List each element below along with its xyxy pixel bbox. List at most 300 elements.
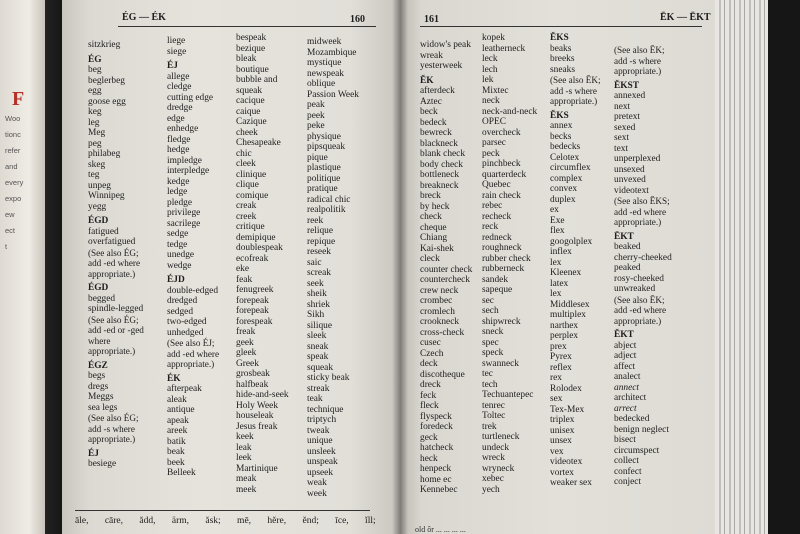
text-fragment: and [5, 162, 18, 171]
rhyme-word: forepeak [236, 306, 269, 316]
rhyme-word: grosbeak [236, 369, 270, 379]
rhyme-section-heading: ÉGZ [88, 360, 108, 371]
rhyme-word: sea legs [88, 402, 118, 413]
rhyme-word: bisect [614, 435, 636, 445]
rhyme-word: kedge [167, 176, 190, 187]
text-fragment: every [5, 178, 24, 187]
rhyme-word: screak [307, 268, 331, 278]
rhyme-word: forepeak [236, 295, 269, 306]
rhyme-word: analect [614, 372, 641, 382]
rhyme-word: sech [482, 306, 499, 316]
rhyme-word: OPEC [482, 117, 506, 127]
rhyme-word: antique [167, 405, 195, 415]
rhyme-word: chic [236, 148, 252, 159]
rhyme-word: leak [236, 442, 252, 453]
rhyme-word: videotex [550, 457, 583, 467]
cross-reference-note: appropriate.) [614, 315, 662, 326]
rhyme-word: complex [550, 173, 583, 184]
rhyme-word: bubble and [236, 75, 278, 85]
rhyme-word: blackneck [420, 138, 458, 149]
rhyme-word: pretext [614, 112, 641, 122]
header-rule-right [420, 26, 702, 27]
rhyme-word: Jesus freak [236, 421, 278, 432]
rhyme-word: unpeg [88, 180, 111, 191]
rhyme-word: breakneck [420, 180, 459, 191]
rhyme-word: reflex [550, 362, 572, 373]
rhyme-column-right-4 [614, 45, 672, 488]
rhyme-column-left-3 [236, 33, 289, 495]
rhyme-word: freak [236, 327, 256, 337]
rhyme-word: Mixtec [482, 85, 509, 96]
rhyme-word: doublespeak [236, 243, 283, 253]
rhyme-section-heading: ĔKS [550, 33, 569, 43]
rhyme-word: ledge [167, 187, 188, 197]
rhyme-word: breeks [550, 54, 575, 64]
rhyme-word: weak [307, 478, 327, 488]
rhyme-word: adject [614, 351, 637, 361]
pronunciation-key-right: old ôr ... ... ... ... [415, 525, 466, 534]
rhyme-word: trek [482, 421, 497, 432]
rhyme-word: quarterdeck [482, 169, 527, 180]
rhyme-word: Kai-shek [420, 243, 454, 254]
rhyme-word: skeg [88, 159, 106, 170]
rhyme-word: silique [307, 320, 332, 331]
rhyme-word: creek [236, 211, 257, 222]
rhyme-word: comique [236, 190, 269, 201]
rhyme-word: enhedge [167, 124, 199, 134]
rhyme-word: spec [482, 337, 499, 348]
rhyme-word: Czech [420, 348, 444, 359]
rhyme-word: unspeak [307, 457, 338, 467]
rhyme-word: circumflex [550, 163, 591, 173]
rhyme-word: beaked [614, 242, 641, 252]
rhyme-section-heading: ÉGD [88, 216, 109, 226]
rhyme-word: flex [550, 226, 565, 236]
rhyme-word: benign neglect [614, 424, 669, 435]
rhyme-word: bezique [236, 43, 266, 54]
rhyme-section-heading: ÉG [88, 54, 102, 65]
rhyme-word: kopek [482, 33, 505, 43]
cross-reference-note: add -ed where [614, 305, 667, 315]
rhyme-word: sneaks [550, 64, 575, 75]
rhyme-word: cacique [236, 96, 265, 106]
rhyme-word: Pyrex [550, 352, 572, 362]
rhyme-word: fledge [167, 134, 191, 145]
cross-reference-note: appropriate.) [88, 346, 136, 356]
rhyme-word: yegg [88, 201, 107, 212]
rhyme-word: discotheque [420, 369, 465, 380]
rhyme-word: keg [88, 107, 102, 117]
rhyme-section-heading: ĒKT [614, 231, 634, 242]
header-rule-left [118, 26, 376, 27]
rhyme-word: Cazique [236, 117, 267, 127]
rhyme-word: Tex-Mex [550, 404, 585, 415]
rhyme-word: cherry-cheeked [614, 252, 672, 263]
rhyme-word: beak [167, 447, 185, 457]
rhyme-word: undeck [482, 442, 510, 453]
rhyme-word: Meg [88, 128, 106, 138]
rhyme-word: goose egg [88, 96, 126, 107]
rhyme-word: Meggs [88, 392, 114, 402]
page-number-right: 161 [424, 14, 439, 25]
rhyme-word: saic [307, 257, 322, 268]
rhyme-column-right-1 [420, 40, 472, 496]
rhyme-section-heading: ĔKST [614, 80, 640, 91]
rhyme-word: widow's peak [420, 40, 471, 50]
rhyme-word: cheque [420, 222, 447, 233]
rhyme-word: meak [236, 474, 257, 484]
rhyme-word: sexed [614, 122, 636, 133]
rhyme-word: creak [236, 201, 257, 211]
rhyme-word: sticky beak [307, 373, 350, 383]
cross-reference-note: (See also ĒK; [550, 75, 601, 85]
rhyme-word: newspeak [307, 68, 344, 79]
rhyme-word: unsex [550, 436, 572, 446]
rhyme-word: week [307, 488, 327, 499]
rhyme-word: sneak [307, 341, 329, 352]
rhyme-word: overfatigued [88, 237, 136, 247]
rhyme-section-heading: ÉGD [88, 283, 109, 293]
rhyme-word: prex [550, 341, 567, 352]
rhyme-section-heading: ĔKS [550, 110, 569, 121]
rhyme-word: cleek [236, 159, 256, 169]
rhyme-word: beek [167, 457, 185, 468]
rhyme-word: peak [307, 100, 325, 110]
rhyme-word: apeak [167, 415, 189, 426]
rhyme-word: vortex [550, 467, 574, 478]
rhyme-word: politique [307, 173, 341, 184]
rhyme-word: spindle-legged [88, 304, 144, 314]
rhyme-word: convex [550, 184, 578, 194]
rhyme-word: breck [420, 191, 441, 201]
text-fragment: ect [5, 226, 16, 235]
rhyme-word: swanneck [482, 358, 519, 369]
rhyme-word: abject [614, 340, 637, 351]
rhyme-word: overcheck [482, 127, 521, 138]
rhyme-word: Sikh [307, 310, 325, 320]
rhyme-word: videotext [614, 185, 649, 196]
rhyme-word: dredge [167, 103, 193, 113]
rhyme-word: bleak [236, 54, 257, 64]
rhyme-word: oblique [307, 79, 336, 89]
rhyme-word: rain check [482, 190, 521, 201]
rhyme-word: yesterweek [420, 61, 463, 71]
rhyme-word: annect [614, 382, 639, 393]
rhyme-word: liege [167, 36, 186, 46]
rhyme-word: eke [236, 264, 250, 274]
rhyme-word: reek [307, 215, 324, 226]
rhyme-word: next [614, 101, 631, 112]
rhyme-word: rebec [482, 201, 503, 211]
rhyme-word: afterdeck [420, 86, 455, 96]
rhyme-word: sheik [307, 289, 327, 299]
rhyme-word: sleek [307, 331, 327, 341]
rhyme-word: geek [236, 337, 254, 348]
rhyme-word: meek [236, 484, 257, 495]
rhyme-word: unperplexed [614, 154, 661, 164]
rhyme-word: Mozambique [307, 47, 357, 58]
rhyme-word: mystique [307, 58, 342, 68]
rhyme-word: lex [550, 257, 562, 268]
rhyme-section-heading: ÉJ [167, 61, 178, 71]
rhyme-word: tenrec [482, 400, 505, 411]
rhyme-word: Rolodex [550, 383, 582, 394]
rhyme-column-right-2 [482, 33, 537, 495]
adjacent-book-page [0, 0, 45, 534]
rhyme-word: radical chic [307, 194, 351, 205]
rhyme-word: squeak [236, 85, 263, 96]
rhyme-word: fenugreek [236, 285, 274, 295]
rhyme-word: Kennebec [420, 485, 458, 495]
rhyme-column-right-3 [550, 33, 601, 489]
rhyme-word: dregs [88, 381, 109, 392]
rhyme-word: yech [482, 484, 500, 495]
rhyme-word: text [614, 143, 629, 154]
rhyme-word: speak [307, 352, 329, 362]
page-number-left: 160 [350, 14, 365, 25]
rhyme-word: deck [420, 359, 438, 369]
rhyme-word: impledge [167, 155, 202, 166]
rhyme-word: dredged [167, 296, 198, 306]
rhyme-word: seek [307, 278, 324, 289]
rhyme-word: neck [482, 96, 500, 106]
running-head-left: ÉG — ÉK [122, 12, 166, 23]
rhyme-word: leek [236, 453, 252, 463]
rhyme-word: teg [88, 170, 100, 180]
cross-reference-note: add -ed where [167, 348, 220, 359]
rhyme-word: plastique [307, 163, 341, 173]
rhyme-word: confect [614, 466, 642, 477]
rhyme-word: bewreck [420, 128, 452, 138]
rhyme-word: sext [614, 133, 630, 143]
rhyme-column-left-2 [167, 36, 219, 479]
rhyme-word: sneck [482, 327, 504, 337]
rhyme-word: Quebec [482, 180, 511, 190]
rhyme-word: privilege [167, 208, 201, 218]
rhyme-word: latex [550, 278, 569, 289]
cross-reference-note: appropriate.) [88, 268, 136, 279]
rhyme-word: two-edged [167, 317, 207, 327]
cross-reference-note: (See also ĔKS; [614, 196, 670, 206]
rhyme-word: unsleek [307, 446, 336, 457]
rhyme-word: rex [550, 373, 562, 383]
rhyme-word: leg [88, 117, 100, 128]
rhyme-word: cromlech [420, 306, 455, 317]
rhyme-word: areek [167, 426, 188, 436]
dark-edge [768, 0, 800, 534]
rhyme-word: conject [614, 477, 642, 487]
rhyme-word: triplex [550, 415, 575, 425]
rhyme-word: siege [167, 46, 187, 57]
rhyme-word: collect [614, 456, 639, 466]
rhyme-word: architect [614, 393, 647, 403]
rhyme-word: fatigued [88, 226, 119, 237]
rhyme-word: lek [482, 75, 494, 85]
rhyme-word: triptych [307, 415, 337, 425]
rhyme-word: wryneck [482, 463, 515, 474]
rhyme-word: boutique [236, 64, 269, 75]
rhyme-word: sacrilege [167, 218, 201, 229]
cross-reference-note: add -ed where [614, 206, 667, 217]
book-gutter [392, 0, 408, 534]
rhyme-word: perplex [550, 331, 579, 341]
rhyme-word: ex [550, 205, 559, 215]
rhyme-word: feak [236, 274, 253, 285]
rhyme-word: bottleneck [420, 170, 460, 180]
rhyme-word: crombec [420, 296, 453, 306]
rhyme-word: peke [307, 121, 325, 131]
rhyme-word: sedged [167, 306, 194, 317]
rhyme-word: peaked [614, 263, 641, 273]
rhyme-word: edge [167, 113, 185, 124]
rhyme-word: sec [482, 295, 494, 306]
cross-reference-note: (See also ĒK; [614, 45, 665, 55]
rhyme-word: relique [307, 226, 334, 236]
rhyme-word: crew neck [420, 285, 459, 296]
rhyme-word: henpeck [420, 464, 452, 474]
rhyme-word: Aztec [420, 96, 442, 107]
rhyme-word: bespeak [236, 33, 267, 43]
rhyme-word: tech [482, 379, 498, 390]
text-fragment: expo [5, 194, 22, 203]
rhyme-word: pipsqueak [307, 142, 346, 152]
rhyme-word: neck-and-neck [482, 106, 538, 117]
cross-reference-note: appropriate.) [614, 217, 662, 227]
rhyme-word: sapeque [482, 285, 513, 295]
rhyme-word: reseek [307, 247, 331, 257]
rhyme-word: double-edged [167, 285, 219, 296]
rhyme-word: Celotex [550, 152, 580, 163]
rhyme-word: turtleneck [482, 432, 520, 442]
cross-reference-note: (See also ÉG; [88, 314, 139, 325]
rhyme-word: cledge [167, 82, 192, 92]
rhyme-word: Greek [236, 358, 259, 369]
rhyme-word: dreck [420, 380, 441, 390]
cross-reference-note: add -s where [550, 85, 597, 96]
rhyme-word: beg [88, 65, 102, 75]
cross-reference-note: appropriate.) [550, 96, 598, 106]
rhyme-word: foredeck [420, 422, 453, 432]
rhyme-word: Passion Week [307, 89, 359, 100]
rhyme-word: vex [550, 446, 564, 457]
rhyme-word: blank check [420, 149, 466, 159]
rhyme-word: sex [550, 394, 563, 404]
rhyme-word: ecofreak [236, 253, 269, 264]
rhyme-word: geck [420, 432, 438, 443]
cross-reference-note: appropriate.) [167, 359, 215, 369]
rhyme-word: sitzkrieg [88, 40, 121, 50]
rhyme-word: technique [307, 404, 344, 415]
rhyme-word: leatherneck [482, 43, 526, 54]
rhyme-word: feck [420, 390, 437, 401]
footer-rule-left [75, 510, 370, 511]
text-fragment: t [5, 242, 8, 251]
cross-reference-note: appropriate.) [614, 66, 662, 76]
rhyme-word: cusec [420, 338, 441, 348]
rhyme-word: Chiang [420, 233, 448, 243]
rhyme-word: rubber check [482, 253, 531, 264]
rhyme-section-heading: ĔK [420, 75, 434, 86]
rhyme-word: weaker sex [550, 478, 592, 488]
rhyme-word: bedeck [420, 117, 447, 128]
rhyme-word: peg [88, 138, 102, 149]
cross-reference-note: add -ed or -ged [88, 325, 144, 335]
rhyme-word: wreck [482, 453, 505, 463]
rhyme-word: philabeg [88, 149, 121, 159]
rhyme-word: afterpeak [167, 384, 202, 394]
rhyme-word: upseek [307, 467, 334, 478]
rhyme-word: begs [88, 371, 106, 381]
rhyme-word: unique [307, 436, 333, 446]
rhyme-word: by heck [420, 201, 450, 212]
rhyme-word: unhedged [167, 327, 204, 338]
rhyme-word: bedecked [614, 414, 650, 424]
rhyme-word: speck [482, 348, 504, 358]
rhyme-word: wreak [420, 50, 443, 61]
rhyme-word: Winnipeg [88, 191, 125, 201]
cross-reference-note: (See also ÉG; [88, 247, 139, 258]
rhyme-word: circumspect [614, 445, 660, 456]
rhyme-word: leck [482, 54, 498, 64]
rhyme-word: unedge [167, 250, 195, 260]
cross-reference-note: add -s where [88, 423, 135, 434]
rhyme-word: xebec [482, 474, 504, 484]
rhyme-word: midweek [307, 37, 342, 47]
rhyme-word: besiege [88, 459, 117, 469]
red-initial-letter: F [12, 88, 25, 110]
rhyme-word: clinique [236, 169, 267, 180]
rhyme-word: Middlesex [550, 299, 590, 310]
rhyme-word: keek [236, 432, 254, 442]
text-fragment: tionc [5, 130, 21, 139]
rhyme-word: wedge [167, 260, 192, 271]
rhyme-word: duplex [550, 194, 576, 205]
rhyme-word: googolplex [550, 236, 593, 247]
rhyme-word: Exe [550, 215, 565, 226]
cross-reference-note: where [88, 335, 111, 346]
rhyme-word: tweak [307, 425, 330, 436]
rhyme-word: Kleenex [550, 268, 582, 278]
rhyme-word: cheek [236, 127, 258, 138]
rhyme-word: streak [307, 383, 330, 394]
rhyme-word: pique [307, 152, 328, 163]
rhyme-word: houseleak [236, 411, 274, 421]
rhyme-word: reck [482, 222, 499, 232]
rhyme-word: teak [307, 394, 323, 404]
rhyme-word: beaks [550, 43, 572, 54]
running-head-right: ĒK — ĒKT [660, 12, 711, 23]
rhyme-section-heading: ĔKT [614, 330, 634, 340]
rhyme-word: demipique [236, 232, 276, 243]
rhyme-word: Martinique [236, 463, 278, 474]
rhyme-word: parsec [482, 138, 506, 148]
rhyme-word: rosy-cheeked [614, 273, 664, 284]
rhyme-word: begged [88, 293, 116, 304]
rhyme-word: cleck [420, 254, 440, 264]
cross-reference-note: (See also ĒK; [614, 294, 665, 305]
rhyme-word: realpolitik [307, 205, 346, 215]
cross-reference-note: add -ed where [88, 258, 141, 268]
rhyme-word: affect [614, 361, 636, 372]
rhyme-column-left-1 [88, 40, 144, 470]
rhyme-word: pledge [167, 197, 192, 208]
rhyme-word: lex [550, 289, 562, 299]
rhyme-word: tec [482, 369, 493, 379]
rhyme-word: caique [236, 106, 261, 117]
cross-reference-note: appropriate.) [88, 434, 136, 444]
rhyme-word: gleek [236, 348, 257, 358]
rhyme-word: multiplex [550, 310, 586, 320]
